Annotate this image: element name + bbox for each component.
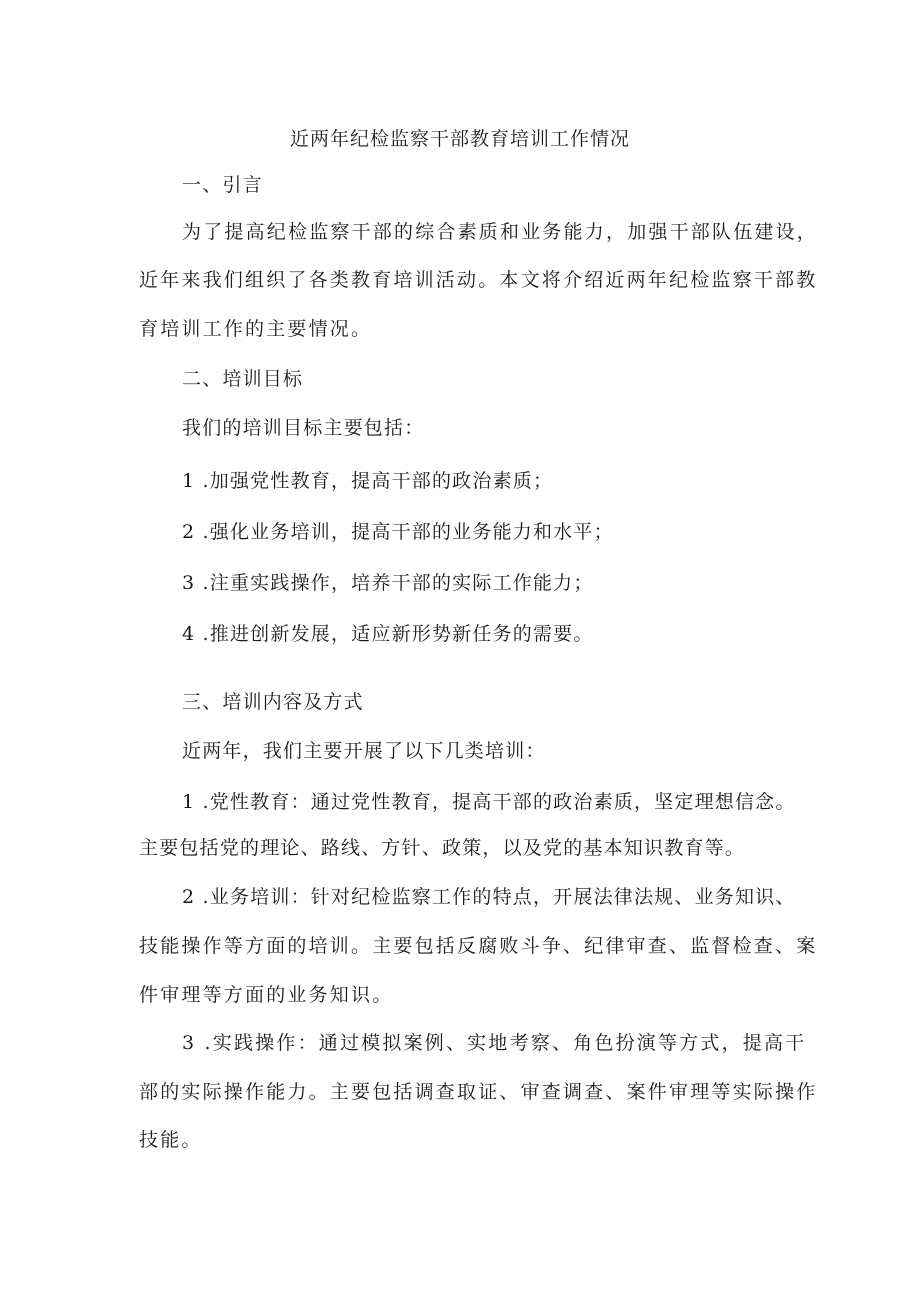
content-item-2-line: 技能操作等方面的培训。主要包括反腐败斗争、纪律审查、监督检查、案 — [139, 935, 818, 957]
goal-list-item: 4 .推进创新发展，适应新形势新任务的需要。 — [182, 623, 594, 645]
section-heading-intro: 一、引言 — [182, 174, 263, 196]
section-heading-goals: 二、培训目标 — [182, 368, 304, 390]
content-item-3-line: 部的实际操作能力。主要包括调查取证、审查调查、案件审理等实际操作 — [139, 1081, 818, 1103]
content-item-3-line: 技能。 — [139, 1129, 203, 1151]
goal-list-item: 2 .强化业务培训，提高干部的业务能力和水平； — [182, 521, 614, 543]
content-item-1-line: 1 .党性教育：通过党性教育，提高干部的政治素质，坚定理想信念。 — [182, 791, 796, 813]
goals-lead-text: 我们的培训目标主要包括： — [182, 417, 425, 439]
content-item-3-line: 3 .实践操作：通过模拟案例、实地考察、角色扮演等方式，提高干 — [182, 1032, 807, 1054]
intro-paragraph-line: 育培训工作的主要情况。 — [139, 318, 373, 340]
content-item-2-line: 件审理等方面的业务知识。 — [139, 984, 394, 1006]
document-title: 近两年纪检监察干部教育培训工作情况 — [289, 128, 630, 150]
intro-paragraph-line: 近年来我们组织了各类教育培训活动。本文将介绍近两年纪检监察干部教 — [139, 269, 818, 291]
intro-paragraph-line: 为了提高纪检监察干部的综合素质和业务能力，加强干部队伍建设， — [182, 221, 819, 243]
content-item-2-line: 2 .业务培训：针对纪检监察工作的特点，开展法律法规、业务知识、 — [182, 886, 796, 908]
section-heading-content: 三、培训内容及方式 — [182, 691, 364, 713]
goal-list-item: 1 .加强党性教育，提高干部的政治素质； — [182, 470, 554, 492]
goal-list-item: 3 .注重实践操作，培养干部的实际工作能力； — [182, 572, 594, 594]
content-lead-text: 近两年，我们主要开展了以下几类培训： — [182, 740, 546, 762]
content-item-1-line: 主要包括党的理论、路线、方针、政策，以及党的基本知识教育等。 — [139, 837, 746, 859]
